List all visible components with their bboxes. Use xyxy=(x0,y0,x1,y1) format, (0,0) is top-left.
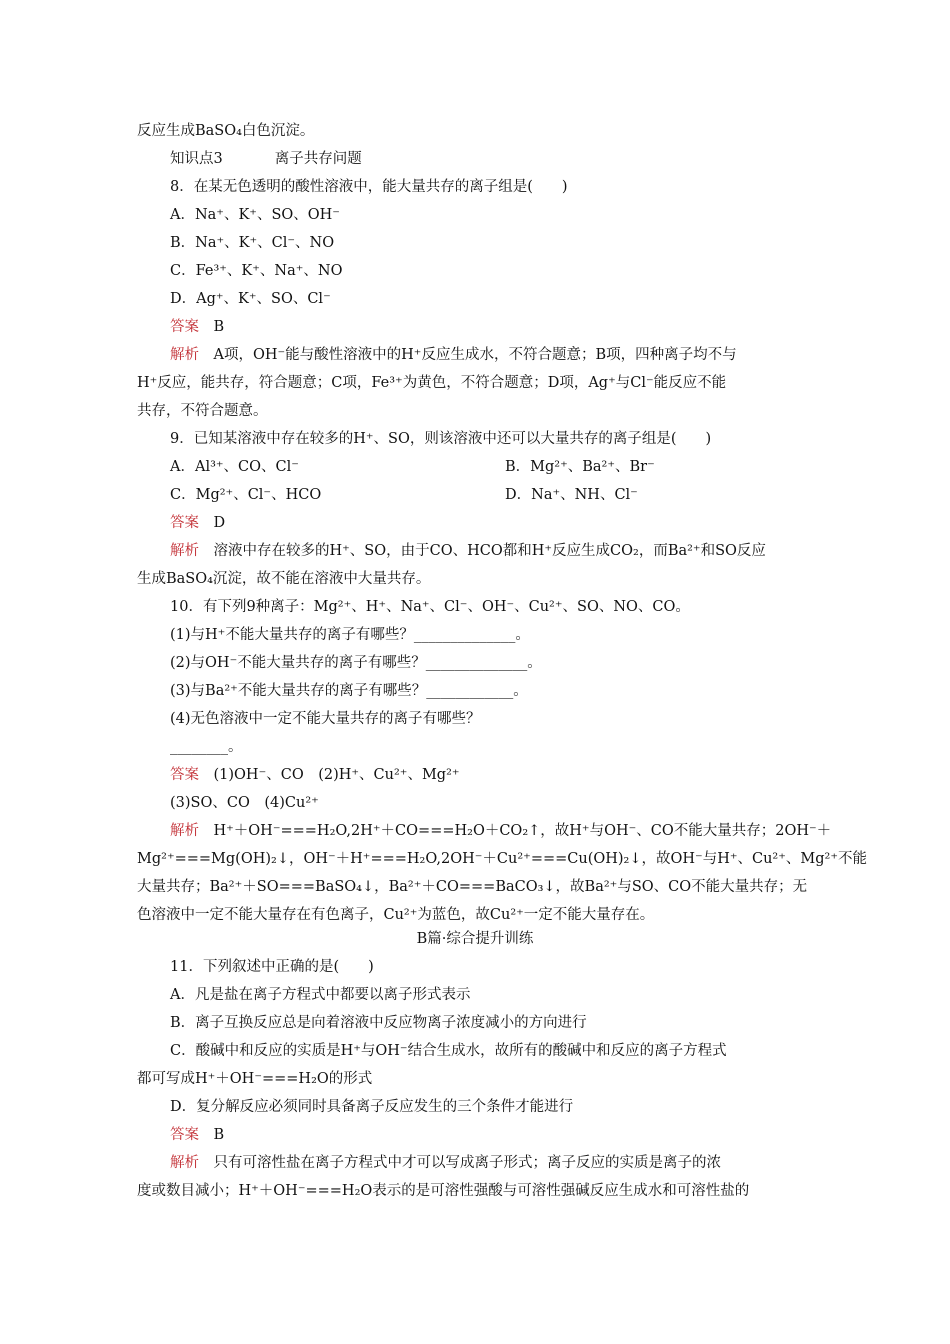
option-8d: D．Ag⁺、K⁺、SO、Cl⁻ xyxy=(170,291,331,307)
question-10: 10．有下列9种离子：Mg²⁺、H⁺、Na⁺、Cl⁻、OH⁻、Cu²⁺、SO、NO、CO。 xyxy=(170,599,690,615)
option-8b: B．Na⁺、K⁺、Cl⁻、NO xyxy=(170,235,335,251)
answer-10-line-2: (3)SO、CO (4)Cu²⁺ xyxy=(170,795,319,811)
option-9d: D．Na⁺、NH、Cl⁻ xyxy=(505,487,638,503)
knowledge-point-number: 知识点3 xyxy=(170,151,223,167)
explanation-label: 解析 xyxy=(170,543,199,559)
answer-value: B xyxy=(213,319,225,335)
question-8: 8．在某无色透明的酸性溶液中，能大量共存的离子组是( ) xyxy=(170,179,568,195)
answer-11 xyxy=(170,1124,850,1146)
answer-label: 答案 xyxy=(170,767,199,783)
explanation-text: 只有可溶性盐在离子方程式中才可以写成离子形式；离子反应的实质是离子的浓 xyxy=(213,1155,721,1171)
explanation-text: A项，OH⁻能与酸性溶液中的H⁺反应生成水，不符合题意；B项，四种离子均不与 xyxy=(213,347,737,363)
explanation-10-line-3: 大量共存；Ba²⁺＋SO===BaSO₄↓，Ba²⁺＋CO===BaCO₃↓，故Ba²⁺与SO、CO不能大量共存；无 xyxy=(137,879,808,895)
explanation-label: 解析 xyxy=(170,823,199,839)
explanation-10-line-4: 色溶液中一定不能大量存在有色离子，Cu²⁺为蓝色，故Cu²⁺一定不能大量存在。 xyxy=(137,907,655,923)
text-line: 反应生成BaSO₄白色沉淀。 xyxy=(137,123,315,139)
explanation-8-line-1 xyxy=(170,344,850,366)
explanation-10-line-1 xyxy=(170,820,850,842)
question-10-part-2: (2)与OH⁻不能大量共存的离子有哪些？______________。 xyxy=(170,655,542,671)
question-9: 9．已知某溶液中存在较多的H⁺、SO，则该溶液中还可以大量共存的离子组是( ) xyxy=(170,431,712,447)
explanation-9-line-1 xyxy=(170,540,850,562)
answer-value: (1)OH⁻、CO (2)H⁺、Cu²⁺、Mg²⁺ xyxy=(213,767,460,783)
explanation-text: 溶液中存在较多的H⁺、SO，由于CO、HCO都和H⁺反应生成CO₂，而Ba²⁺和SO反应 xyxy=(213,543,766,559)
option-8a: A．Na⁺、K⁺、SO、OH⁻ xyxy=(170,207,340,223)
question-10-part-3: (3)与Ba²⁺不能大量共存的离子有哪些？____________。 xyxy=(170,683,528,699)
option-9c: C．Mg²⁺、Cl⁻、HCO xyxy=(170,487,322,503)
option-11d: D．复分解反应必须同时具备离子反应发生的三个条件才能进行 xyxy=(170,1099,574,1115)
explanation-label: 解析 xyxy=(170,347,199,363)
answer-label: 答案 xyxy=(170,515,199,531)
answer-value: B xyxy=(213,1127,225,1143)
option-11c-line-2: 都可写成H⁺＋OH⁻===H₂O的形式 xyxy=(137,1071,373,1087)
question-10-part-4-blank: ________。 xyxy=(170,739,243,755)
explanation-8-line-3: 共存，不符合题意。 xyxy=(137,403,268,419)
option-11c-line-1: C．酸碱中和反应的实质是H⁺与OH⁻结合生成水，故所有的酸碱中和反应的离子方程式 xyxy=(170,1043,727,1059)
explanation-11-line-1 xyxy=(170,1152,850,1174)
explanation-9-line-2: 生成BaSO₄沉淀，故不能在溶液中大量共存。 xyxy=(137,571,431,587)
answer-9 xyxy=(170,512,850,534)
answer-label: 答案 xyxy=(170,319,199,335)
explanation-10-line-2: Mg²⁺===Mg(OH)₂↓，OH⁻＋H⁺===H₂O,2OH⁻＋Cu²⁺===Cu(OH)₂↓，故OH⁻与H⁺、Cu²⁺、Mg²⁺不能 xyxy=(137,851,867,867)
option-9a: A．Al³⁺、CO、Cl⁻ xyxy=(170,459,299,475)
option-11a: A．凡是盐在离子方程式中都要以离子形式表示 xyxy=(170,987,471,1003)
explanation-8-line-2: H⁺反应，能共存，符合题意；C项，Fe³⁺为黄色，不符合题意；D项，Ag⁺与Cl⁻能反应不能 xyxy=(137,375,727,391)
question-10-part-1: (1)与H⁺不能大量共存的离子有哪些？______________。 xyxy=(170,627,530,643)
knowledge-point-heading xyxy=(170,148,850,170)
explanation-text: H⁺＋OH⁻===H₂O,2H⁺＋CO===H₂O＋CO₂↑，故H⁺与OH⁻、CO不能大量共存；2OH⁻＋ xyxy=(213,823,832,839)
question-11: 11．下列叙述中正确的是( ) xyxy=(170,959,374,975)
answer-10-line-1 xyxy=(170,764,850,786)
option-8c: C．Fe³⁺、K⁺、Na⁺、NO xyxy=(170,263,343,279)
option-9b: B．Mg²⁺、Ba²⁺、Br⁻ xyxy=(505,459,655,475)
answer-8 xyxy=(170,316,850,338)
answer-value: D xyxy=(213,515,226,531)
answer-label: 答案 xyxy=(170,1127,199,1143)
explanation-label: 解析 xyxy=(170,1155,199,1171)
question-10-part-4: (4)无色溶液中一定不能大量共存的离子有哪些？ xyxy=(170,711,481,727)
explanation-11-line-2: 度或数目减小；H⁺＋OH⁻===H₂O表示的是可溶性强酸与可溶性强碱反应生成水和可溶性盐的 xyxy=(137,1183,750,1199)
section-b-heading: B篇·综合提升训练 xyxy=(416,931,534,947)
knowledge-point-title: 离子共存问题 xyxy=(274,151,362,167)
option-11b: B．离子互换反应总是向着溶液中反应物离子浓度减小的方向进行 xyxy=(170,1015,587,1031)
